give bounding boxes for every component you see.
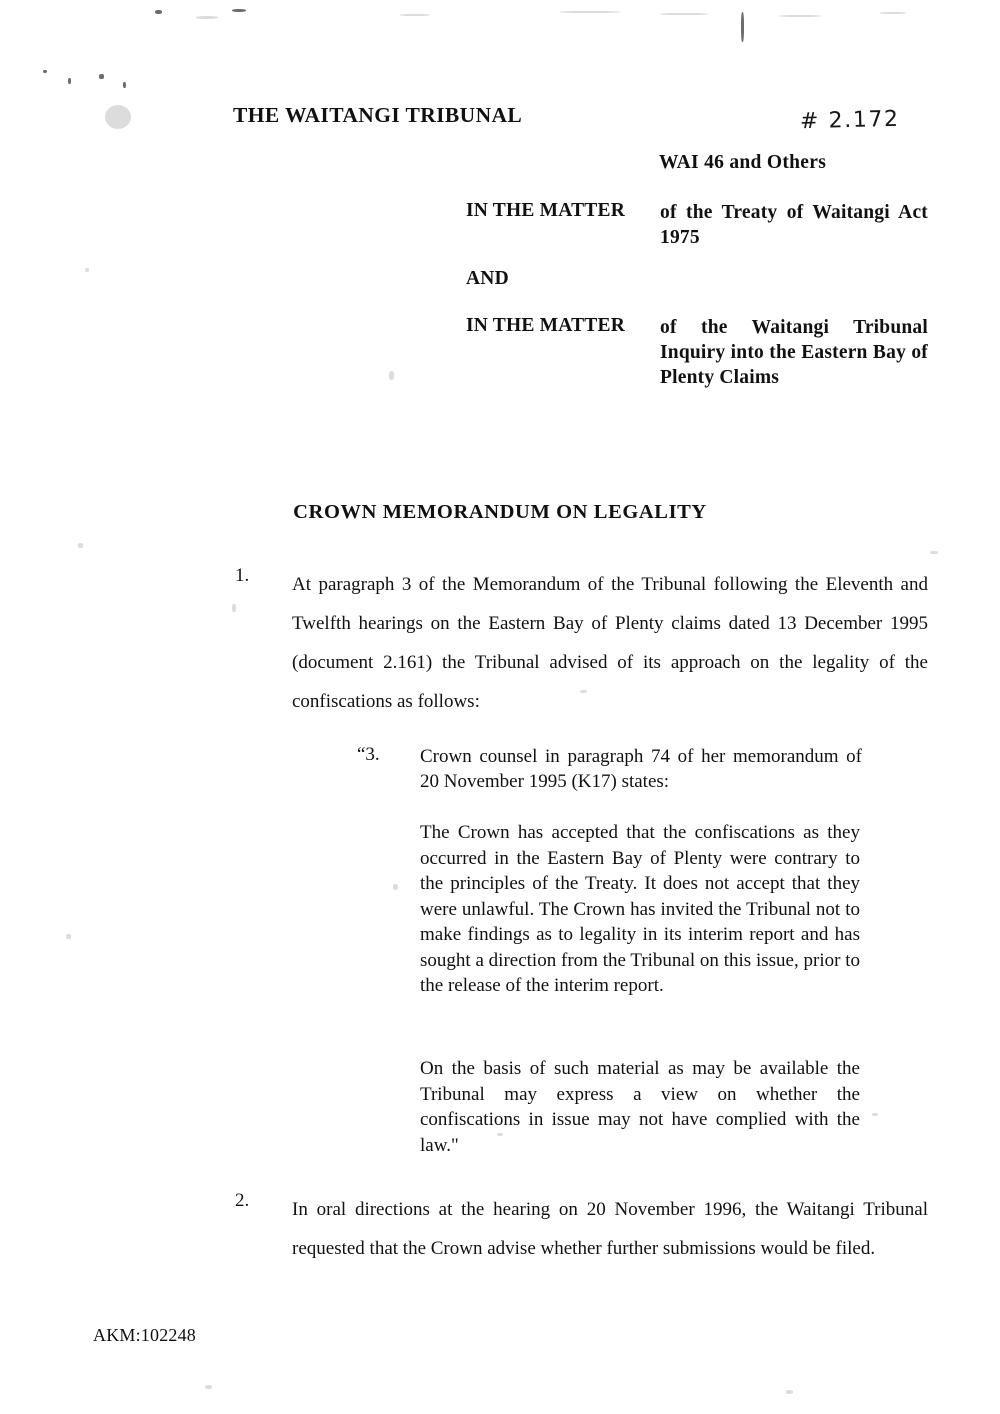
quotation-intro <box>357 744 862 794</box>
scan-speckle <box>780 15 820 17</box>
scan-speckle <box>400 14 430 16</box>
scan-speckle <box>68 78 71 84</box>
scan-speckle <box>85 268 89 272</box>
scan-speckle <box>660 13 708 15</box>
organisation-title: THE WAITANGI TRIBUNAL <box>233 103 523 127</box>
scan-speckle <box>786 1390 793 1394</box>
paragraph-number: 2. <box>235 1190 250 1211</box>
scan-speckle <box>232 9 246 12</box>
scan-speckle <box>872 1113 878 1116</box>
scan-speckle <box>66 934 71 939</box>
scan-speckle <box>880 12 906 14</box>
matter-label: IN THE MATTER <box>466 315 625 336</box>
scan-speckle <box>155 10 162 14</box>
paragraph-1 <box>235 565 928 721</box>
quotation-block-1: The Crown has accepted that the confiscations as they occurred in the Eastern Bay of Plenty were contrary to the principles of the Treaty. It does not accept that they were unlawful. The Crown has invited the Tribunal not to make findings as to legality in its interim report and has sought a direction from the Tribunal on this issue, prior to the release of the interim report. <box>420 822 860 996</box>
scan-speckle <box>123 82 126 88</box>
quotation-intro-text: Crown counsel in paragraph 74 of her memorandum of 20 November 1995 (K17) states: <box>420 746 862 792</box>
matter-value: of the Waitangi Tribunal Inquiry into the Eastern Bay of Plenty Claims <box>660 317 928 388</box>
scan-speckle <box>741 12 744 42</box>
document-heading: CROWN MEMORANDUM ON LEGALITY <box>293 501 707 523</box>
quotation-number: “3. <box>357 744 380 765</box>
matter-value: of the Treaty of Waitangi Act 1975 <box>660 202 928 248</box>
scan-speckle <box>78 543 83 548</box>
case-reference: WAI 46 and Others <box>659 152 827 173</box>
quotation-block-2: On the basis of such material as may be available the Tribunal may express a view on whether the confiscations in issue may not have complied with the law." <box>420 1058 860 1156</box>
scan-speckle <box>205 1385 212 1389</box>
scan-speckle <box>560 11 620 13</box>
scan-speckle <box>105 105 131 129</box>
scan-speckle <box>99 74 104 79</box>
paragraph-text: In oral directions at the hearing on 20 November 1996, the Waitangi Tribunal requested that the Crown advise whether further submissions would be filed. <box>292 1199 928 1259</box>
paragraph-number: 1. <box>235 565 250 586</box>
scan-speckle <box>393 884 398 890</box>
scan-speckle <box>930 551 938 554</box>
scan-speckle <box>389 371 394 380</box>
conjunction-label: AND <box>466 268 509 289</box>
paragraph-text: At paragraph 3 of the Memorandum of the Tribunal following the Eleventh and Twelfth hearings on the Eastern Bay of Plenty claims dated 13 December 1995 (document 2.161) the Tribunal advised of its approach on the legality of the confiscations as follows: <box>292 574 928 712</box>
scan-speckle <box>196 16 218 19</box>
matter-label: IN THE MATTER <box>466 200 625 221</box>
paragraph-2 <box>235 1190 928 1268</box>
handwritten-document-number: # 2.172 <box>799 106 900 135</box>
footer-reference-code: AKM:102248 <box>93 1325 197 1345</box>
scan-speckle <box>43 70 47 73</box>
